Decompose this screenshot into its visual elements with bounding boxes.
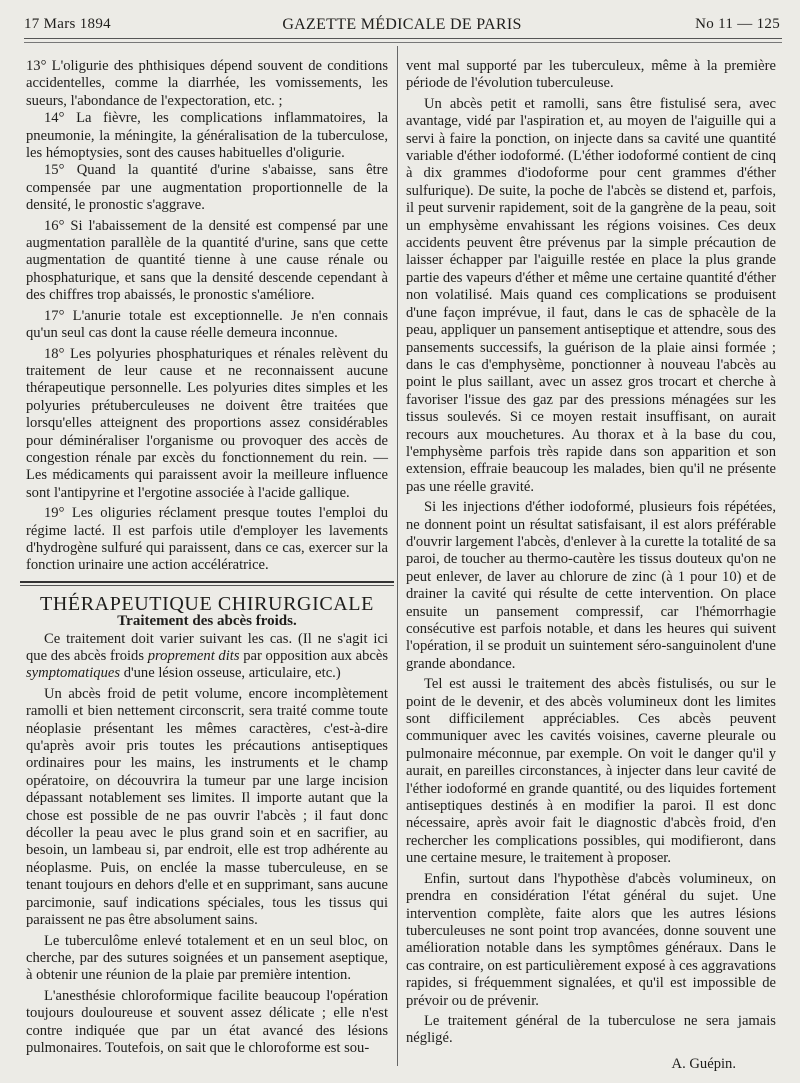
paragraph-tuberculome: Le tuberculôme enlevé totalement et en un seul bloc, on cherche, par des sutures soignées et un pansement aseptique, à obtenir une réunion de la plaie par première intention.	[26, 932, 388, 984]
paragraph-17: 17° L'anurie totale est exceptionnelle. Je n'en connais qu'un seul cas dont la cause réelle demeura inconnue.	[26, 307, 388, 342]
intro-italic-symptomatiques: symptomatiques	[26, 665, 121, 682]
paragraph-14: 14° La fièvre, les complications inflammatoires, la pneumonie, la méningite, la généralisation de la tuberculose, les hémoptysies, sont des causes habituelles d'oligurie.	[26, 110, 388, 162]
paragraph-13: 13° L'oligurie des phthisiques dépend souvent de conditions accidentelles, comme la diarrhée, les vomissements, les sueurs, l'abondance de l'expectoration, etc. ;	[26, 58, 388, 109]
intro-text-start: Ce traitement doit varier suivant les cas. (Il ne s'agit ici que des abcès froids	[26, 630, 388, 664]
intro-text-end: d'une lésion osseuse, articulaire, etc.)	[120, 665, 341, 682]
intro-paragraph	[26, 631, 388, 683]
left-column	[26, 58, 388, 1057]
header-title: GAZETTE MÉDICALE DE PARIS	[282, 16, 522, 33]
paragraph-19: 19° Les oliguries réclament presque toutes l'emploi du régime lacté. Il est parfois utile d'employer les lavements d'hydrogène sulfuré qui paraissent, dans ce cas, exercer sur la fonction urinaire une action accélératrice.	[26, 505, 388, 574]
section-rule-secondary	[20, 585, 394, 586]
paragraph-general-treatment: Le traitement général de la tuberculose ne sera jamais négligé.	[406, 1012, 776, 1047]
paragraph-anesthesia: L'anesthésie chloroformique facilite beaucoup l'opération toujours douloureuse et souvent assez délicate ; elle n'est contre indiquée que par un état avancé des lésions pulmonaires. Toutefois, on sait que le chloroforme est sou-	[26, 987, 388, 1056]
column-divider	[397, 46, 398, 1066]
paragraph-small-abscess: Un abcès froid de petit volume, encore incomplètement ramolli et bien nettement circonscrit, sera traité comme toute néoplasie présentant les mêmes caractères, c'est-à-dire qu'après avoir pris toutes les précautions antiseptiques ordinaires pour les mains, les instruments et le champ opératoire, on découvrira la tumeur par une large incision dépassant notablement ses limites. Il importe autant que la chose est possible de ne pas ouvrir l'abcès ; il faut donc décoller la peau avec le plus grand soin et en sacrifier, au besoin, un lambeau si, par endroit, elle est trop adhérente au néoplasme. Puis, on enclée la masse tuberculeuse, en se tenant toujours en dehors d'elle et en supprimant, sans aucune parcimonie, sauf indications spéciales, tous les tissus qui paraissent ne pas être absolument sains.	[26, 685, 388, 929]
intro-text-middle: par opposition aux abcès	[239, 648, 389, 664]
paragraph-continuation: vent mal supporté par les tuberculeux, même à la première période de l'évolution tuberculeuse.	[406, 58, 776, 92]
header-rule-secondary	[24, 42, 782, 43]
paragraph-fistulised: Tel est aussi le traitement des abcès fistulisés, ou sur le point de le devenir, et des abcès volumineux dont les limites sont difficilement appréciables. Ces abcès peuvent communiquer avec les cavités voisines, caverne pleurale ou pulmonaire méconnue, par exemple. On voit le danger qu'il y aurait, en pareilles circonstances, à injecter dans leur cavité de l'éther iodoformé en grande quantité, ou des liquides fortement antiseptiques destinés à en modifier la paroi. Il est donc nécessaire, après avoir fait le diagnostic d'abcès froid, d'en rechercher les complications possibles, qui modifieront, dans une certaine mesure, le traitement à proposer.	[406, 676, 776, 867]
header-date: 17 Mars 1894	[24, 16, 111, 32]
paragraph-15: 15° Quand la quantité d'urine s'abaisse, sans être compensée par une augmentation proportionnelle de la densité, le pronostic s'aggrave.	[26, 162, 388, 214]
paragraph-18: 18° Les polyuries phosphaturiques et rénales relèvent du traitement de leur cause et ne reconnaissent aucune thérapeutique personnelle. Les polyuries dites simples et les polyuries prétuberculeuses ne doivent être traitées que lorsqu'elles atteignent des proportions assez considérables pour déminéraliser l'organisme ou provoquer des accès de congestion rénale par excès du fonctionnement du rein. — Les médicaments qui paraissent avoir la meilleure influence sont l'antipyrine et l'ergotine associée à l'acide gallique.	[26, 345, 388, 501]
right-column	[406, 58, 776, 1083]
paragraph-16: 16° Si l'abaissement de la densité est compensé par une augmentation parallèle de la quantité d'urine, sans que cette augmentation de quantité tienne à une cause rénale ou phosphaturique, et sans que la densité descende cependant à des chiffres trop abaissés, le pronostic s'améliore.	[26, 217, 388, 304]
section-rule	[20, 581, 394, 583]
header-issue-page: No 11 — 125	[695, 16, 780, 32]
intro-italic-proprement: proprement dits	[147, 648, 240, 664]
author-signature: A. Guépin.	[671, 1055, 736, 1072]
paragraph-general-state: Enfin, surtout dans l'hypothèse d'abcès volumineux, on prendra en considération l'état général du sujet. Une intervention complète, faite alors que les autres lésions tuberculeuses ne sont point trop avancées, donne souvent une amélioration notable dans les symptômes généraux. Dans le cas contraire, on est particulièrement exposé à ces aggravations rapides, si fréquemment signalées, et qu'il est impossible de prévoir ou de prévenir.	[406, 870, 776, 1009]
header-rule	[24, 38, 782, 39]
section-subtitle: Traitement des abcès froids.	[117, 613, 297, 630]
section-title: THÉRAPEUTIQUE CHIRURGICALE	[40, 592, 374, 615]
paragraph-injections: Si les injections d'éther iodoformé, plusieurs fois répétées, ne donnent point un résultat satisfaisant, il est alors préférable d'ouvrir largement l'abcès, d'enlever à la curette la totalité de sa paroi, de toucher au thermo-cautère les tissus douteux qu'on ne peut enlever, de laver au chlorure de zinc (à 1 pour 10) et de drainer la cavité qui résulte de cette intervention. On place ensuite un pansement compressif, car l'hémorrhagie consécutive est parfois notable, et dans les heures qui suivent l'opération, il se produit un suintement séro-sanguinolent d'une grande abondance.	[406, 499, 776, 672]
page-header	[24, 14, 780, 40]
paragraph-aspiration: Un abcès petit et ramolli, sans être fistulisé sera, avec avantage, vidé par l'aspiration et, au moyen de l'aiguille qui a servi à faire la ponction, on injecte dans sa cavité une quantité variable d'éther iodoformé. (L'éther iodoformé contient de cinq à dix grammes d'iodoforme pour cent grammes d'éther sulfurique). De suite, la poche de l'abcès se distend et, parfois, il peut survenir rapidement, soit de la gangrène de la peau, soit un emphysème envahissant les régions voisines. Ces deux accidents peuvent être prévenus par la simple précaution de laisser échapper par l'aiguille restée en place la plus grande partie des vapeurs d'éther et même une certaine quantité d'éther non volatilisé. Mais quand ces complications se produisent d'une façon imprévue, il faut, dans le cas de sphacèle de la peau, appliquer un pansement antiseptique et attendre, sous des pansements successifs, la guérison de la plaie ainsi formée ; dans le cas d'emphysème, ponctionner à nouveau l'abcès au point le plus saillant, avec un assez gros trocart et cherche à favoriser l'issue des gaz par des pressions ménagées sur les tissus soulevés. Si ce moyen restait insuffisant, on aurait recours aux mouchetures. Au thorax et à la base du cou, l'emphysème parfois très rapide dans son apparition et son extension, effraie beaucoup les malades, bien qu'il ne présente pas une réelle gravité.	[406, 95, 776, 495]
